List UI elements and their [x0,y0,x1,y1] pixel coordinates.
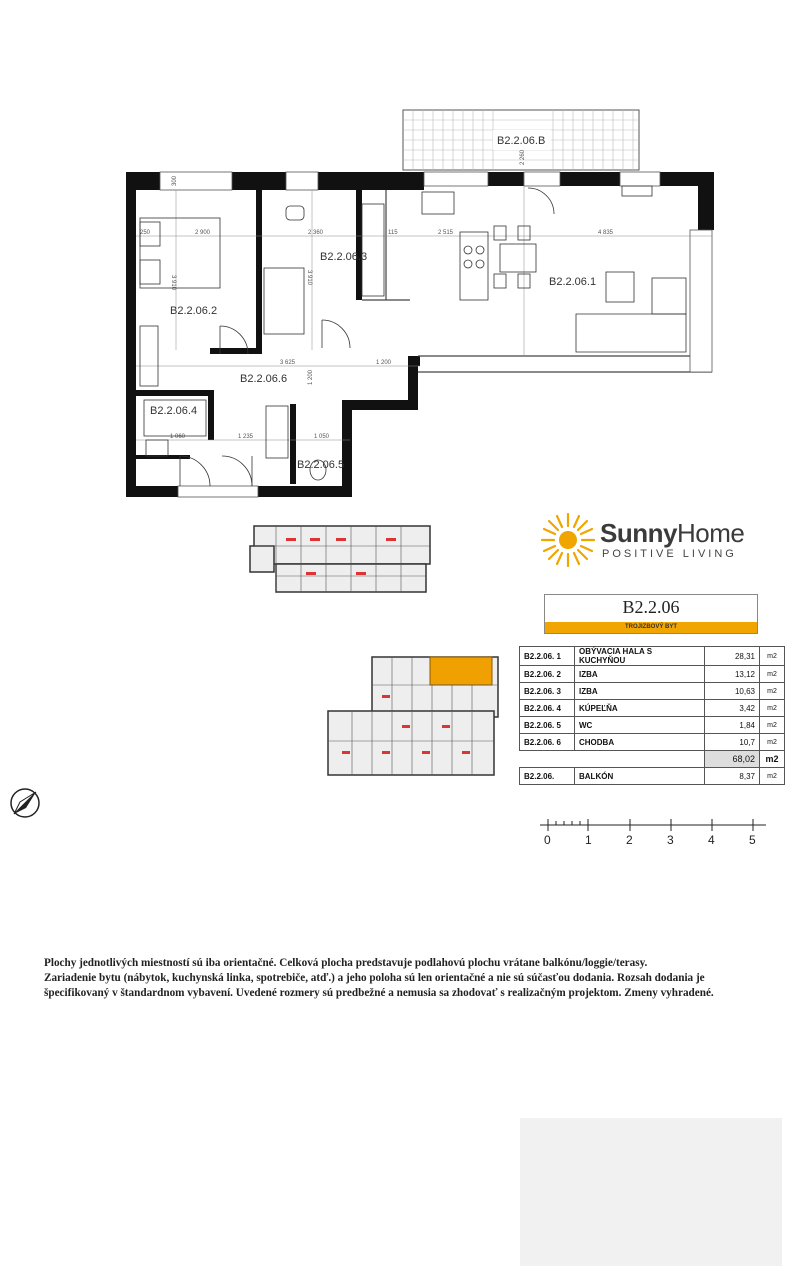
building-plan-highlight [322,655,502,780]
balcony-label: B2.2.06.B [497,135,546,147]
svg-text:1 060: 1 060 [170,434,186,440]
table-row: B2.2.06. 2 IZBA 13,12 m2 [520,666,785,683]
table-row: B2.2.06. 4 KÚPEĽŇA 3,42 m2 [520,700,785,717]
unit-type: TROJIZBOVÝ BYT [545,622,757,633]
svg-text:4 835: 4 835 [598,230,614,236]
room-label-1: B2.2.06.1 [549,276,597,288]
svg-text:2 900: 2 900 [195,230,211,236]
table-row: B2.2.06. 1 OBÝVACIA HALA S KUCHYŇOU 28,31 m2 [520,647,785,666]
brand-tagline: POSITIVE LIVING [602,548,737,560]
svg-text:3 910: 3 910 [306,270,312,286]
room-label-6: B2.2.06.6 [240,373,288,385]
scale-bar: 0 1 2 3 4 5 [544,833,756,847]
room-label-4: B2.2.06.4 [150,405,198,417]
svg-text:2 515: 2 515 [438,230,454,236]
svg-text:1 050: 1 050 [314,434,330,440]
svg-text:1 200: 1 200 [308,369,314,385]
svg-text:1 200: 1 200 [376,360,392,366]
table-row: B2.2.06. 3 IZBA 10,63 m2 [520,683,785,700]
faded-panel [520,1118,782,1266]
svg-text:1 235: 1 235 [238,434,254,440]
balcony-row: B2.2.06. BALKÓN 8,37 m2 [520,768,785,785]
dimension-lines [136,172,712,440]
rooms-table [519,646,785,785]
building-plan-small [246,516,436,596]
room-label-3: B2.2.06.3 [320,251,368,263]
svg-text:3 625: 3 625 [280,360,296,366]
north-arrow-icon [8,786,42,820]
interior-lines [362,190,712,372]
room-label-5: B2.2.06.5 [297,459,345,471]
svg-text:2 260: 2 260 [520,149,526,165]
svg-text:115: 115 [388,230,398,236]
table-row: B2.2.06. 6 CHODBA 10,7 m2 [520,734,785,751]
disclaimer: Plochy jednotlivých miestností sú iba orientačné. Celková plocha predstavuje podlahovú plochu vrátane balkónu/loggie/terasy. Zariadenie bytu (nábytok, kuchynská linka, spotrebiče, atď.) a jeho poloha sú len orientačné a nie sú súčasťou dodania. Rozsah dodania je špecifikovaný v štandardnom vybavení. Uvedené rozmery sú predbežné a nemusia sa zhodovať s realizačným projektom. Zmeny vyhradené. [44,957,714,999]
walls [126,172,714,497]
room-label-2: B2.2.06.2 [170,305,218,317]
unit-id: B2.2.06 [622,597,680,617]
total-area: 68,02 [705,751,760,768]
sun-icon [540,512,596,568]
unit-header [544,594,758,634]
total-row: 68,02 m2 [520,751,785,768]
svg-text:250: 250 [140,230,151,236]
floor-plan [0,0,790,520]
svg-text:2 360: 2 360 [308,230,324,236]
svg-text:300: 300 [172,175,178,186]
windows [160,172,712,497]
brand-name: SunnyHome [600,518,745,548]
svg-text:3 910: 3 910 [170,275,176,291]
brand-logo [540,510,780,570]
table-row: B2.2.06. 5 WC 1,84 m2 [520,717,785,734]
